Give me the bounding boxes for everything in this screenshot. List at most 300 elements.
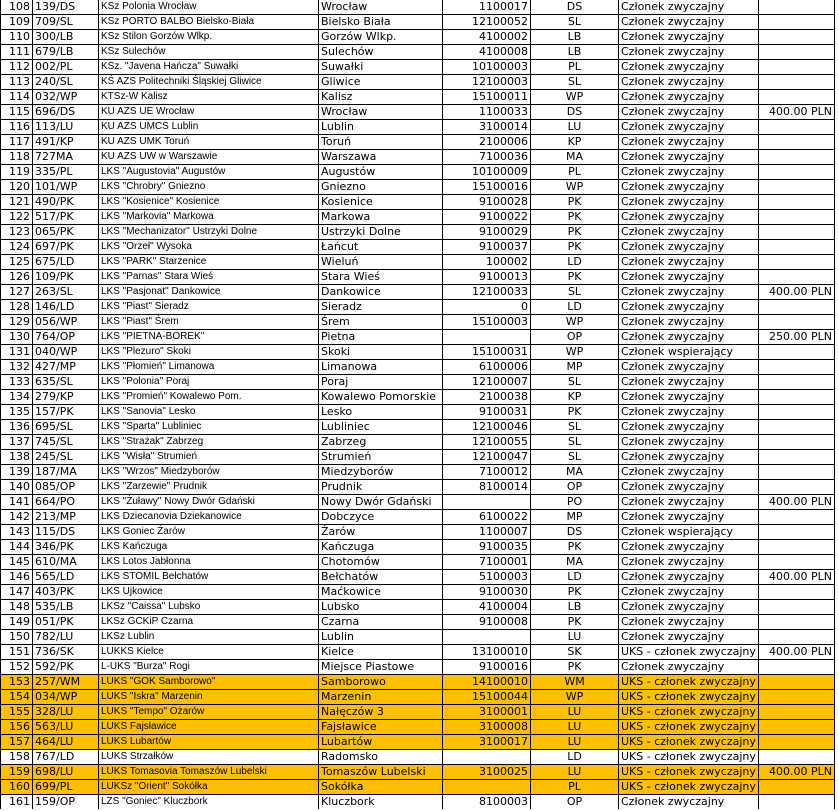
registry-number-cell[interactable]: 3100001: [443, 705, 531, 720]
member-code-cell[interactable]: 427/MP: [33, 360, 99, 375]
voivodeship-cell[interactable]: WM: [531, 675, 619, 690]
voivodeship-cell[interactable]: LU: [531, 120, 619, 135]
voivodeship-cell[interactable]: SL: [531, 285, 619, 300]
fee-cell[interactable]: [759, 360, 835, 375]
row-number-cell[interactable]: 143: [1, 525, 33, 540]
row-number-cell[interactable]: 115: [1, 105, 33, 120]
registry-number-cell[interactable]: 15100003: [443, 315, 531, 330]
voivodeship-cell[interactable]: PK: [531, 540, 619, 555]
registry-number-cell[interactable]: 1100033: [443, 105, 531, 120]
club-name-cell[interactable]: LKS "Plezuro" Skoki: [99, 345, 319, 360]
registry-number-cell[interactable]: 12100033: [443, 285, 531, 300]
voivodeship-cell[interactable]: PK: [531, 210, 619, 225]
registry-number-cell[interactable]: 1100017: [443, 0, 531, 15]
membership-status-cell[interactable]: Członek zwyczajny: [619, 540, 759, 555]
club-name-cell[interactable]: KSz Stilon Gorzów Wlkp.: [99, 30, 319, 45]
voivodeship-cell[interactable]: WP: [531, 90, 619, 105]
fee-cell[interactable]: [759, 240, 835, 255]
club-name-cell[interactable]: LKS "Augustovia" Augustów: [99, 165, 319, 180]
club-name-cell[interactable]: LKS "Zarzewie" Prudnik: [99, 480, 319, 495]
membership-status-cell[interactable]: Członek zwyczajny: [619, 180, 759, 195]
membership-status-cell[interactable]: UKS - członek zwyczajny: [619, 690, 759, 705]
registry-number-cell[interactable]: 7100001: [443, 555, 531, 570]
row-number-cell[interactable]: 152: [1, 660, 33, 675]
row-number-cell[interactable]: 128: [1, 300, 33, 315]
member-code-cell[interactable]: 101/WP: [33, 180, 99, 195]
membership-status-cell[interactable]: Członek zwyczajny: [619, 45, 759, 60]
registry-number-cell[interactable]: 3100025: [443, 765, 531, 780]
membership-status-cell[interactable]: Członek zwyczajny: [619, 270, 759, 285]
member-code-cell[interactable]: 635/SL: [33, 375, 99, 390]
member-code-cell[interactable]: 767/LD: [33, 750, 99, 765]
registry-number-cell[interactable]: 6100022: [443, 510, 531, 525]
city-cell[interactable]: Zabrzeg: [319, 435, 443, 450]
city-cell[interactable]: Kańczuga: [319, 540, 443, 555]
voivodeship-cell[interactable]: MA: [531, 465, 619, 480]
club-name-cell[interactable]: LKS "Kosienice" Kosienice: [99, 195, 319, 210]
row-number-cell[interactable]: 159: [1, 765, 33, 780]
row-number-cell[interactable]: 145: [1, 555, 33, 570]
row-number-cell[interactable]: 158: [1, 750, 33, 765]
registry-number-cell[interactable]: 10100003: [443, 60, 531, 75]
club-name-cell[interactable]: LKS "Mechanizator" Ustrzyki Dolne: [99, 225, 319, 240]
city-cell[interactable]: Czarna: [319, 615, 443, 630]
voivodeship-cell[interactable]: PK: [531, 195, 619, 210]
registry-number-cell[interactable]: 6100006: [443, 360, 531, 375]
member-code-cell[interactable]: 002/PL: [33, 60, 99, 75]
fee-cell[interactable]: 250.00 PLN: [759, 330, 835, 345]
member-code-cell[interactable]: 257/WM: [33, 675, 99, 690]
membership-status-cell[interactable]: Członek zwyczajny: [619, 360, 759, 375]
membership-status-cell[interactable]: Członek zwyczajny: [619, 225, 759, 240]
fee-cell[interactable]: [759, 585, 835, 600]
member-code-cell[interactable]: 245/SL: [33, 450, 99, 465]
member-code-cell[interactable]: 146/LD: [33, 300, 99, 315]
fee-cell[interactable]: [759, 345, 835, 360]
club-name-cell[interactable]: LUKS "GOK Samborowo": [99, 675, 319, 690]
club-name-cell[interactable]: LUKS Tomasovia Tomaszów Lubelski: [99, 765, 319, 780]
member-code-cell[interactable]: 664/PO: [33, 495, 99, 510]
membership-status-cell[interactable]: Członek wspierający: [619, 345, 759, 360]
voivodeship-cell[interactable]: DS: [531, 0, 619, 15]
member-code-cell[interactable]: 032/WP: [33, 90, 99, 105]
member-code-cell[interactable]: 490/PK: [33, 195, 99, 210]
membership-status-cell[interactable]: Członek zwyczajny: [619, 285, 759, 300]
fee-cell[interactable]: [759, 300, 835, 315]
membership-status-cell[interactable]: Członek zwyczajny: [619, 465, 759, 480]
fee-cell[interactable]: [759, 15, 835, 30]
row-number-cell[interactable]: 116: [1, 120, 33, 135]
member-code-cell[interactable]: 034/WP: [33, 690, 99, 705]
fee-cell[interactable]: 400.00 PLN: [759, 105, 835, 120]
registry-number-cell[interactable]: 9100030: [443, 585, 531, 600]
voivodeship-cell[interactable]: WP: [531, 315, 619, 330]
voivodeship-cell[interactable]: MP: [531, 510, 619, 525]
club-name-cell[interactable]: KU AZS UMCS Lublin: [99, 120, 319, 135]
club-name-cell[interactable]: LKS "Piast" Sieradz: [99, 300, 319, 315]
member-code-cell[interactable]: 157/PK: [33, 405, 99, 420]
membership-status-cell[interactable]: Członek zwyczajny: [619, 420, 759, 435]
fee-cell[interactable]: [759, 705, 835, 720]
club-name-cell[interactable]: LKS "Strażak" Zabrzeg: [99, 435, 319, 450]
city-cell[interactable]: Lubliniec: [319, 420, 443, 435]
member-code-cell[interactable]: 065/PK: [33, 225, 99, 240]
registry-number-cell[interactable]: [443, 750, 531, 765]
voivodeship-cell[interactable]: OP: [531, 330, 619, 345]
city-cell[interactable]: Tomaszów Lubelski: [319, 765, 443, 780]
member-code-cell[interactable]: 040/WP: [33, 345, 99, 360]
club-name-cell[interactable]: KSz Polonia Wrocław: [99, 0, 319, 15]
city-cell[interactable]: Pietna: [319, 330, 443, 345]
city-cell[interactable]: Dobczyce: [319, 510, 443, 525]
voivodeship-cell[interactable]: WP: [531, 345, 619, 360]
member-code-cell[interactable]: 698/LU: [33, 765, 99, 780]
row-number-cell[interactable]: 130: [1, 330, 33, 345]
registry-number-cell[interactable]: 7100012: [443, 465, 531, 480]
city-cell[interactable]: Limanowa: [319, 360, 443, 375]
fee-cell[interactable]: [759, 270, 835, 285]
member-code-cell[interactable]: 745/SL: [33, 435, 99, 450]
voivodeship-cell[interactable]: WP: [531, 690, 619, 705]
city-cell[interactable]: Marzenin: [319, 690, 443, 705]
registry-number-cell[interactable]: 14100010: [443, 675, 531, 690]
voivodeship-cell[interactable]: PL: [531, 165, 619, 180]
member-code-cell[interactable]: 782/LU: [33, 630, 99, 645]
city-cell[interactable]: Toruń: [319, 135, 443, 150]
club-name-cell[interactable]: LZS "Goniec" Kluczbork: [99, 795, 319, 810]
voivodeship-cell[interactable]: LB: [531, 30, 619, 45]
city-cell[interactable]: Markowa: [319, 210, 443, 225]
member-code-cell[interactable]: 109/PK: [33, 270, 99, 285]
member-code-cell[interactable]: 279/KP: [33, 390, 99, 405]
club-name-cell[interactable]: KTSz-W Kalisz: [99, 90, 319, 105]
club-name-cell[interactable]: LKS "Pasjonat" Dankowice: [99, 285, 319, 300]
membership-status-cell[interactable]: UKS - członek zwyczajny: [619, 720, 759, 735]
membership-status-cell[interactable]: Członek zwyczajny: [619, 630, 759, 645]
member-code-cell[interactable]: 187/MA: [33, 465, 99, 480]
registry-number-cell[interactable]: 9100008: [443, 615, 531, 630]
voivodeship-cell[interactable]: PK: [531, 615, 619, 630]
fee-cell[interactable]: [759, 150, 835, 165]
fee-cell[interactable]: [759, 375, 835, 390]
registry-number-cell[interactable]: 4100002: [443, 30, 531, 45]
club-name-cell[interactable]: LKS "Sparta" Lubliniec: [99, 420, 319, 435]
city-cell[interactable]: Lesko: [319, 405, 443, 420]
membership-status-cell[interactable]: Członek zwyczajny: [619, 600, 759, 615]
city-cell[interactable]: Maćkowice: [319, 585, 443, 600]
club-name-cell[interactable]: LKS "Sanovia" Lesko: [99, 405, 319, 420]
club-name-cell[interactable]: LKS "Płomień" Limanowa: [99, 360, 319, 375]
row-number-cell[interactable]: 144: [1, 540, 33, 555]
voivodeship-cell[interactable]: LD: [531, 750, 619, 765]
registry-number-cell[interactable]: 12100052: [443, 15, 531, 30]
membership-status-cell[interactable]: Członek zwyczajny: [619, 255, 759, 270]
row-number-cell[interactable]: 120: [1, 180, 33, 195]
row-number-cell[interactable]: 153: [1, 675, 33, 690]
club-name-cell[interactable]: LKS Lotos Jabłonna: [99, 555, 319, 570]
voivodeship-cell[interactable]: LD: [531, 300, 619, 315]
row-number-cell[interactable]: 118: [1, 150, 33, 165]
city-cell[interactable]: Śrem: [319, 315, 443, 330]
city-cell[interactable]: Sulechów: [319, 45, 443, 60]
club-name-cell[interactable]: LKSz Lublin: [99, 630, 319, 645]
club-name-cell[interactable]: KU AZS UW w Warszawie: [99, 150, 319, 165]
row-number-cell[interactable]: 137: [1, 435, 33, 450]
fee-cell[interactable]: [759, 720, 835, 735]
registry-number-cell[interactable]: 15100016: [443, 180, 531, 195]
city-cell[interactable]: Lublin: [319, 630, 443, 645]
member-code-cell[interactable]: 491/KP: [33, 135, 99, 150]
membership-status-cell[interactable]: Członek zwyczajny: [619, 375, 759, 390]
membership-status-cell[interactable]: UKS - członek zwyczajny: [619, 645, 759, 660]
club-name-cell[interactable]: LUKS Fajsławice: [99, 720, 319, 735]
fee-cell[interactable]: 400.00 PLN: [759, 570, 835, 585]
membership-status-cell[interactable]: Członek zwyczajny: [619, 105, 759, 120]
city-cell[interactable]: Fajsławice: [319, 720, 443, 735]
city-cell[interactable]: Kielce: [319, 645, 443, 660]
club-name-cell[interactable]: LKS Dziecanovia Dziekanowice: [99, 510, 319, 525]
fee-cell[interactable]: [759, 795, 835, 810]
voivodeship-cell[interactable]: PK: [531, 270, 619, 285]
membership-status-cell[interactable]: Członek zwyczajny: [619, 75, 759, 90]
member-code-cell[interactable]: 139/DS: [33, 0, 99, 15]
membership-status-cell[interactable]: Członek zwyczajny: [619, 90, 759, 105]
member-code-cell[interactable]: 699/PL: [33, 780, 99, 795]
row-number-cell[interactable]: 110: [1, 30, 33, 45]
member-code-cell[interactable]: 056/WP: [33, 315, 99, 330]
member-code-cell[interactable]: 736/SK: [33, 645, 99, 660]
club-name-cell[interactable]: LUKKS Kielce: [99, 645, 319, 660]
voivodeship-cell[interactable]: OP: [531, 795, 619, 810]
row-number-cell[interactable]: 157: [1, 735, 33, 750]
fee-cell[interactable]: [759, 615, 835, 630]
city-cell[interactable]: Kluczbork: [319, 795, 443, 810]
row-number-cell[interactable]: 156: [1, 720, 33, 735]
membership-status-cell[interactable]: Członek zwyczajny: [619, 165, 759, 180]
registry-number-cell[interactable]: 12100003: [443, 75, 531, 90]
club-name-cell[interactable]: LKS "Markovia" Markowa: [99, 210, 319, 225]
fee-cell[interactable]: [759, 225, 835, 240]
row-number-cell[interactable]: 124: [1, 240, 33, 255]
voivodeship-cell[interactable]: PK: [531, 225, 619, 240]
member-code-cell[interactable]: 592/PK: [33, 660, 99, 675]
registry-number-cell[interactable]: 1100007: [443, 525, 531, 540]
membership-status-cell[interactable]: Członek wspierający: [619, 525, 759, 540]
fee-cell[interactable]: [759, 450, 835, 465]
city-cell[interactable]: Miedzyborów: [319, 465, 443, 480]
membership-status-cell[interactable]: Członek zwyczajny: [619, 330, 759, 345]
membership-status-cell[interactable]: UKS - członek zwyczajny: [619, 675, 759, 690]
voivodeship-cell[interactable]: WP: [531, 180, 619, 195]
registry-number-cell[interactable]: 12100055: [443, 435, 531, 450]
row-number-cell[interactable]: 133: [1, 375, 33, 390]
member-code-cell[interactable]: 563/LU: [33, 720, 99, 735]
city-cell[interactable]: Sieradz: [319, 300, 443, 315]
registry-number-cell[interactable]: 12100007: [443, 375, 531, 390]
fee-cell[interactable]: 400.00 PLN: [759, 495, 835, 510]
member-code-cell[interactable]: 610/MA: [33, 555, 99, 570]
membership-status-cell[interactable]: Członek zwyczajny: [619, 120, 759, 135]
registry-number-cell[interactable]: 0: [443, 300, 531, 315]
fee-cell[interactable]: [759, 255, 835, 270]
membership-status-cell[interactable]: Członek zwyczajny: [619, 510, 759, 525]
club-name-cell[interactable]: LKS "PARK" Starzenice: [99, 255, 319, 270]
fee-cell[interactable]: [759, 675, 835, 690]
fee-cell[interactable]: [759, 735, 835, 750]
member-code-cell[interactable]: 159/OP: [33, 795, 99, 810]
member-code-cell[interactable]: 240/SL: [33, 75, 99, 90]
city-cell[interactable]: Stara Wieś: [319, 270, 443, 285]
fee-cell[interactable]: [759, 555, 835, 570]
city-cell[interactable]: Augustów: [319, 165, 443, 180]
registry-number-cell[interactable]: 15100044: [443, 690, 531, 705]
row-number-cell[interactable]: 141: [1, 495, 33, 510]
membership-status-cell[interactable]: Członek zwyczajny: [619, 240, 759, 255]
fee-cell[interactable]: [759, 0, 835, 15]
row-number-cell[interactable]: 123: [1, 225, 33, 240]
fee-cell[interactable]: 400.00 PLN: [759, 285, 835, 300]
membership-status-cell[interactable]: Członek zwyczajny: [619, 450, 759, 465]
voivodeship-cell[interactable]: KP: [531, 135, 619, 150]
club-name-cell[interactable]: LKSz "Caissa" Lubsko: [99, 600, 319, 615]
voivodeship-cell[interactable]: DS: [531, 105, 619, 120]
voivodeship-cell[interactable]: PO: [531, 495, 619, 510]
voivodeship-cell[interactable]: LD: [531, 570, 619, 585]
member-code-cell[interactable]: 335/PL: [33, 165, 99, 180]
club-name-cell[interactable]: LKS "Parnas" Stara Wieś: [99, 270, 319, 285]
row-number-cell[interactable]: 136: [1, 420, 33, 435]
membership-status-cell[interactable]: Członek zwyczajny: [619, 135, 759, 150]
registry-number-cell[interactable]: 3100017: [443, 735, 531, 750]
club-name-cell[interactable]: KSz. "Javena Hańcza" Suwałki: [99, 60, 319, 75]
registry-number-cell[interactable]: 4100008: [443, 45, 531, 60]
voivodeship-cell[interactable]: MA: [531, 555, 619, 570]
membership-status-cell[interactable]: Członek zwyczajny: [619, 60, 759, 75]
city-cell[interactable]: Kosienice: [319, 195, 443, 210]
fee-cell[interactable]: [759, 510, 835, 525]
row-number-cell[interactable]: 160: [1, 780, 33, 795]
registry-number-cell[interactable]: [443, 630, 531, 645]
member-code-cell[interactable]: 051/PK: [33, 615, 99, 630]
membership-status-cell[interactable]: Członek zwyczajny: [619, 0, 759, 15]
registry-number-cell[interactable]: 5100003: [443, 570, 531, 585]
membership-status-cell[interactable]: Członek zwyczajny: [619, 195, 759, 210]
registry-number-cell[interactable]: 9100037: [443, 240, 531, 255]
member-code-cell[interactable]: 517/PK: [33, 210, 99, 225]
fee-cell[interactable]: [759, 630, 835, 645]
voivodeship-cell[interactable]: SL: [531, 375, 619, 390]
member-code-cell[interactable]: 464/LU: [33, 735, 99, 750]
row-number-cell[interactable]: 140: [1, 480, 33, 495]
membership-status-cell[interactable]: UKS - członek zwyczajny: [619, 780, 759, 795]
row-number-cell[interactable]: 112: [1, 60, 33, 75]
row-number-cell[interactable]: 132: [1, 360, 33, 375]
membership-status-cell[interactable]: Członek zwyczajny: [619, 315, 759, 330]
membership-status-cell[interactable]: UKS - członek zwyczajny: [619, 705, 759, 720]
membership-status-cell[interactable]: UKS - członek zwyczajny: [619, 750, 759, 765]
club-name-cell[interactable]: LUKS Lubartów: [99, 735, 319, 750]
voivodeship-cell[interactable]: PK: [531, 405, 619, 420]
member-code-cell[interactable]: 679/LB: [33, 45, 99, 60]
city-cell[interactable]: Sokółka: [319, 780, 443, 795]
voivodeship-cell[interactable]: LB: [531, 45, 619, 60]
club-name-cell[interactable]: KU AZS UE Wrocław: [99, 105, 319, 120]
city-cell[interactable]: Poraj: [319, 375, 443, 390]
row-number-cell[interactable]: 114: [1, 90, 33, 105]
member-code-cell[interactable]: 213/MP: [33, 510, 99, 525]
registry-number-cell[interactable]: 15100011: [443, 90, 531, 105]
club-name-cell[interactable]: LKS "Wisła" Strumień: [99, 450, 319, 465]
registry-number-cell[interactable]: 3100008: [443, 720, 531, 735]
registry-number-cell[interactable]: [443, 330, 531, 345]
fee-cell[interactable]: [759, 690, 835, 705]
membership-status-cell[interactable]: Członek zwyczajny: [619, 300, 759, 315]
membership-status-cell[interactable]: Członek zwyczajny: [619, 555, 759, 570]
fee-cell[interactable]: 400.00 PLN: [759, 765, 835, 780]
membership-status-cell[interactable]: Członek zwyczajny: [619, 570, 759, 585]
city-cell[interactable]: Bełchatów: [319, 570, 443, 585]
membership-status-cell[interactable]: Członek zwyczajny: [619, 210, 759, 225]
city-cell[interactable]: Gniezno: [319, 180, 443, 195]
city-cell[interactable]: Lubartów: [319, 735, 443, 750]
membership-status-cell[interactable]: Członek zwyczajny: [619, 480, 759, 495]
row-number-cell[interactable]: 151: [1, 645, 33, 660]
member-code-cell[interactable]: 675/LD: [33, 255, 99, 270]
club-name-cell[interactable]: LKS STOMIL Bełchatów: [99, 570, 319, 585]
member-code-cell[interactable]: 696/DS: [33, 105, 99, 120]
club-name-cell[interactable]: LKS "Piast" Śrem: [99, 315, 319, 330]
member-code-cell[interactable]: 764/OP: [33, 330, 99, 345]
registry-number-cell[interactable]: 2100038: [443, 390, 531, 405]
registry-number-cell[interactable]: 9100035: [443, 540, 531, 555]
city-cell[interactable]: Kowalewo Pomorskie: [319, 390, 443, 405]
row-number-cell[interactable]: 147: [1, 585, 33, 600]
city-cell[interactable]: Suwałki: [319, 60, 443, 75]
member-code-cell[interactable]: 727MA: [33, 150, 99, 165]
member-code-cell[interactable]: 709/SL: [33, 15, 99, 30]
city-cell[interactable]: Prudnik: [319, 480, 443, 495]
club-name-cell[interactable]: LKS "Polonia" Poraj: [99, 375, 319, 390]
fee-cell[interactable]: [759, 780, 835, 795]
city-cell[interactable]: Łańcut: [319, 240, 443, 255]
fee-cell[interactable]: [759, 390, 835, 405]
voivodeship-cell[interactable]: LU: [531, 765, 619, 780]
club-name-cell[interactable]: KSz PORTO BALBO Bielsko-Biała: [99, 15, 319, 30]
member-code-cell[interactable]: 328/LU: [33, 705, 99, 720]
club-name-cell[interactable]: KŚ AZS Politechniki Śląskiej Gliwice: [99, 75, 319, 90]
city-cell[interactable]: Gorzów Wlkp.: [319, 30, 443, 45]
club-name-cell[interactable]: LKS Ujkowice: [99, 585, 319, 600]
voivodeship-cell[interactable]: LU: [531, 630, 619, 645]
membership-status-cell[interactable]: Członek zwyczajny: [619, 435, 759, 450]
fee-cell[interactable]: [759, 30, 835, 45]
membership-status-cell[interactable]: Członek zwyczajny: [619, 585, 759, 600]
row-number-cell[interactable]: 150: [1, 630, 33, 645]
registry-number-cell[interactable]: 9100016: [443, 660, 531, 675]
club-name-cell[interactable]: LKS "Żuławy" Nowy Dwór Gdański: [99, 495, 319, 510]
row-number-cell[interactable]: 149: [1, 615, 33, 630]
membership-status-cell[interactable]: Członek zwyczajny: [619, 495, 759, 510]
club-name-cell[interactable]: L-UKS "Burza" Rogi: [99, 660, 319, 675]
fee-cell[interactable]: [759, 90, 835, 105]
fee-cell[interactable]: [759, 525, 835, 540]
voivodeship-cell[interactable]: LU: [531, 735, 619, 750]
registry-number-cell[interactable]: 13100010: [443, 645, 531, 660]
city-cell[interactable]: Wrocław: [319, 105, 443, 120]
voivodeship-cell[interactable]: PK: [531, 585, 619, 600]
voivodeship-cell[interactable]: PK: [531, 660, 619, 675]
registry-number-cell[interactable]: 8100003: [443, 795, 531, 810]
